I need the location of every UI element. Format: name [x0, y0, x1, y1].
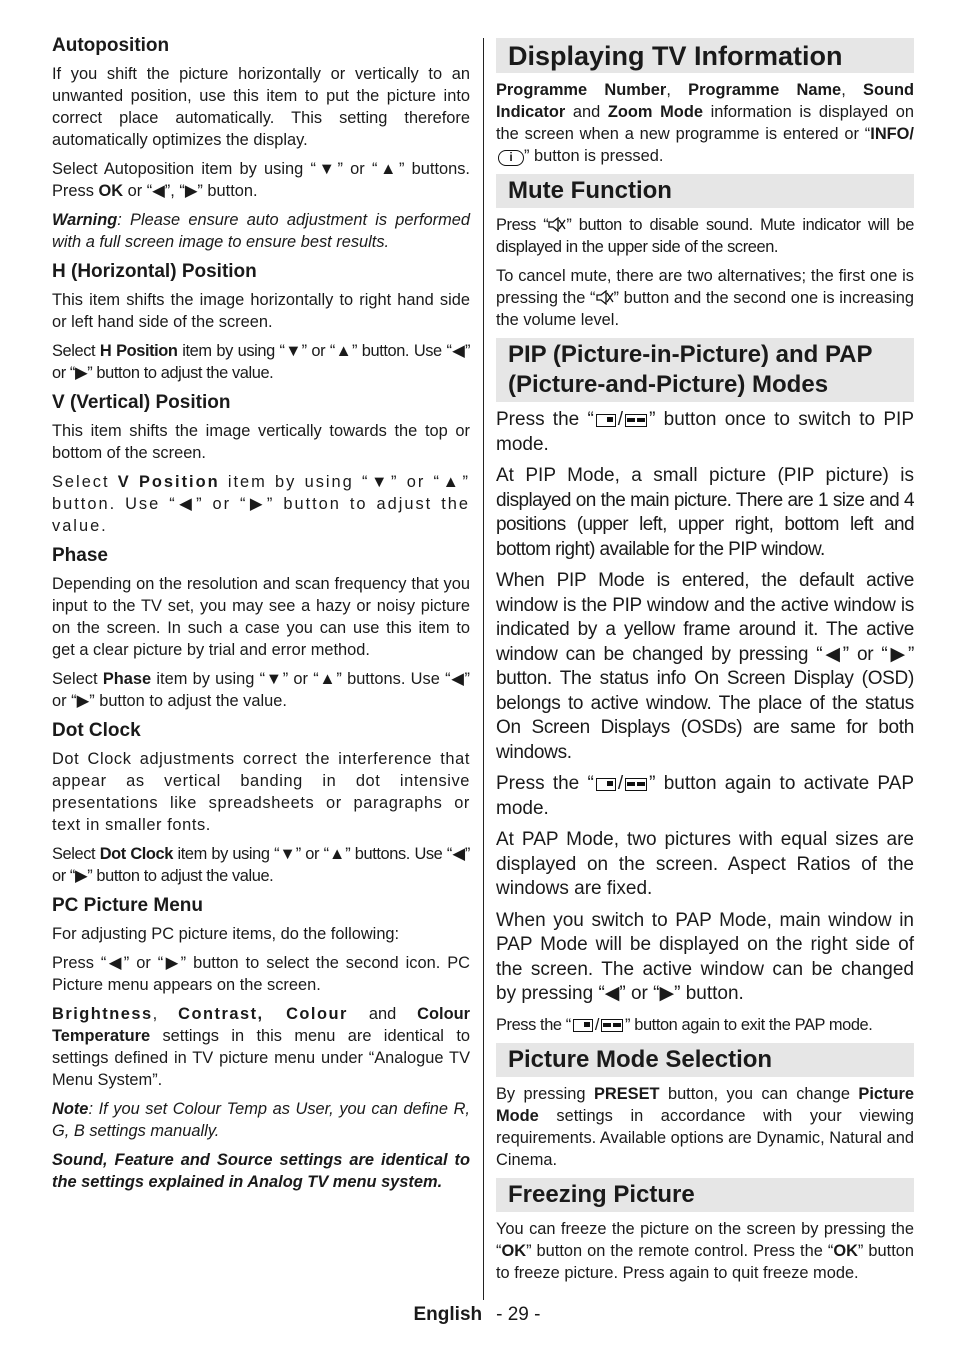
- pip-pap-heading: PIP (Picture-in-Picture) and PAP (Picture-and-Picture) Modes: [496, 338, 914, 402]
- pap-icon: [625, 414, 647, 427]
- pap-icon: [625, 778, 647, 791]
- v-position-text: This item shifts the image vertically towards the top or bottom of the screen.: [52, 422, 470, 462]
- pap-main-window-text: When you switch to PAP Mode, main window in PAP Mode will be displayed on the right side of the screen. The active window can be changed by pressing “◀” or “▶” button.: [496, 909, 914, 1004]
- displaying-tv-info-heading: Displaying TV Information: [496, 38, 914, 73]
- h-position-heading: H (Horizontal) Position: [52, 261, 257, 282]
- page-number: - 29 -: [496, 1304, 541, 1325]
- info-icon: i: [498, 150, 524, 166]
- freezing-picture-text: You can freeze the picture on the screen by pressing the “OK” button on the remote control. Press the “OK” button to freeze picture. Press again to quit freeze mode.: [496, 1219, 914, 1282]
- pc-picture-menu-heading: PC Picture Menu: [52, 895, 203, 916]
- left-column: [52, 34, 470, 1200]
- v-position-instruction: Select V Position item by using “▼” or “▲” button. Use “◀” or “▶” button to adjust the value.: [52, 473, 471, 535]
- mute-function-text-2: To cancel mute, there are two alternatives; the first one is pressing the “ ” button and the second one is increasing the volume level.: [496, 267, 914, 329]
- dot-clock-heading: Dot Clock: [52, 720, 141, 741]
- pip-mode-text: At PIP Mode, a small picture (PIP picture) is displayed on the main picture. There are 1 size and 4 positions (upper left, upper right, bottom left and bottom right) available for the PIP window.: [496, 465, 914, 560]
- autoposition-instruction: Select Autoposition item by using “▼” or “▲” buttons. Press OK or “◀”, “▶” button.: [52, 160, 470, 200]
- footer-language: English: [413, 1304, 483, 1325]
- pip-icon: [573, 1019, 593, 1032]
- mute-function-heading: Mute Function: [496, 174, 914, 208]
- mute-function-text-1: Press “ ” button to disable sound. Mute indicator will be displayed in the upper side of the screen.: [496, 216, 914, 256]
- pap-icon: [601, 1019, 623, 1032]
- pap-mode-text: At PAP Mode, two pictures with equal sizes are displayed on the screen. Aspect Ratios of the windows are fixed.: [496, 829, 914, 899]
- pip-active-window-text: When PIP Mode is entered, the default active window is the PIP window and the active window is indicated by a yellow frame around it. The active window can be changed by pressing “◀” or “▶” button. The status info On Screen Display (OSD) belongs to active window. The place of the status On Screen Displays (OSDs) are same for both windows.: [496, 570, 914, 763]
- autoposition-warning: Warning: Please ensure auto adjustment is performed with a full screen image to ensure best results.: [52, 211, 470, 251]
- page-footer: [0, 1304, 954, 1326]
- pc-picture-menu-intro: For adjusting PC picture items, do the following:: [52, 925, 400, 943]
- freezing-picture-heading: Freezing Picture: [496, 1178, 914, 1212]
- v-position-heading: V (Vertical) Position: [52, 392, 231, 413]
- mute-icon: [596, 290, 614, 305]
- autoposition-text: If you shift the picture horizontally or vertically to an unwanted position, use this item to put the picture into correct place automatically. This setting therefore automatically optimizes the display.: [52, 65, 470, 149]
- dot-clock-text: Dot Clock adjustments correct the interference that appear as vertical banding in dot intensive presentations like spreadsheets or paragraphs or text in smaller fonts.: [52, 750, 470, 834]
- pap-exit-text: Press the “ / ” button again to exit the PAP mode.: [496, 1015, 873, 1034]
- pc-picture-menu-final-note: Sound, Feature and Source settings are identical to the settings explained in Analog TV menu system.: [52, 1151, 470, 1191]
- pip-icon: [596, 414, 616, 427]
- pap-activate-text: Press the “ / ” button again to activate PAP mode.: [496, 773, 915, 819]
- phase-text: Depending on the resolution and scan frequency that you input to the TV set, you may see a hazy or noisy picture on the screen. In such a case you can use this item to get a clear picture by trial and error method.: [52, 575, 470, 659]
- pc-picture-menu-settings: Brightness, Contrast, Colour and Colour Temperature settings in this menu are identical to settings defined in TV picture menu under “Analogue TV Menu System”.: [52, 1005, 470, 1089]
- dot-clock-instruction: Select Dot Clock item by using “▼” or “▲” buttons. Use “◀” or “▶” button to adjust the value.: [52, 845, 470, 885]
- h-position-text: This item shifts the image horizontally to right hand side or left hand side of the screen.: [52, 291, 470, 331]
- right-column: [496, 38, 914, 1291]
- mute-icon: [548, 217, 566, 232]
- column-divider: [483, 38, 484, 1300]
- pip-icon: [596, 778, 616, 791]
- picture-mode-text: By pressing PRESET button, you can change Picture Mode settings in accordance with your viewing requirements. Available options are Dynamic, Natural and Cinema.: [496, 1084, 914, 1169]
- phase-instruction: Select Phase item by using “▼” or “▲” buttons. Use “◀” or “▶” button to adjust the value.: [52, 670, 471, 710]
- picture-mode-heading: Picture Mode Selection: [496, 1043, 914, 1077]
- pc-picture-menu-note: Note: If you set Colour Temp as User, you can define R, G, B settings manually.: [52, 1100, 470, 1140]
- displaying-tv-info-text: Programme Number, Programme Name, Sound Indicator and Zoom Mode information is displayed on the screen when a new programme is entered or “INFO/i ” button is pressed.: [496, 81, 915, 165]
- pip-press-text: Press the “ / ” button once to switch to PIP mode.: [496, 409, 914, 455]
- pc-picture-menu-press: Press “◀” or “▶” button to select the second icon. PC Picture menu appears on the screen.: [52, 954, 470, 994]
- autoposition-heading: Autoposition: [52, 35, 170, 56]
- phase-heading: Phase: [52, 545, 108, 566]
- h-position-instruction: Select H Position item by using “▼” or “▲” button. Use “◀” or “▶” button to adjust the value.: [52, 342, 471, 382]
